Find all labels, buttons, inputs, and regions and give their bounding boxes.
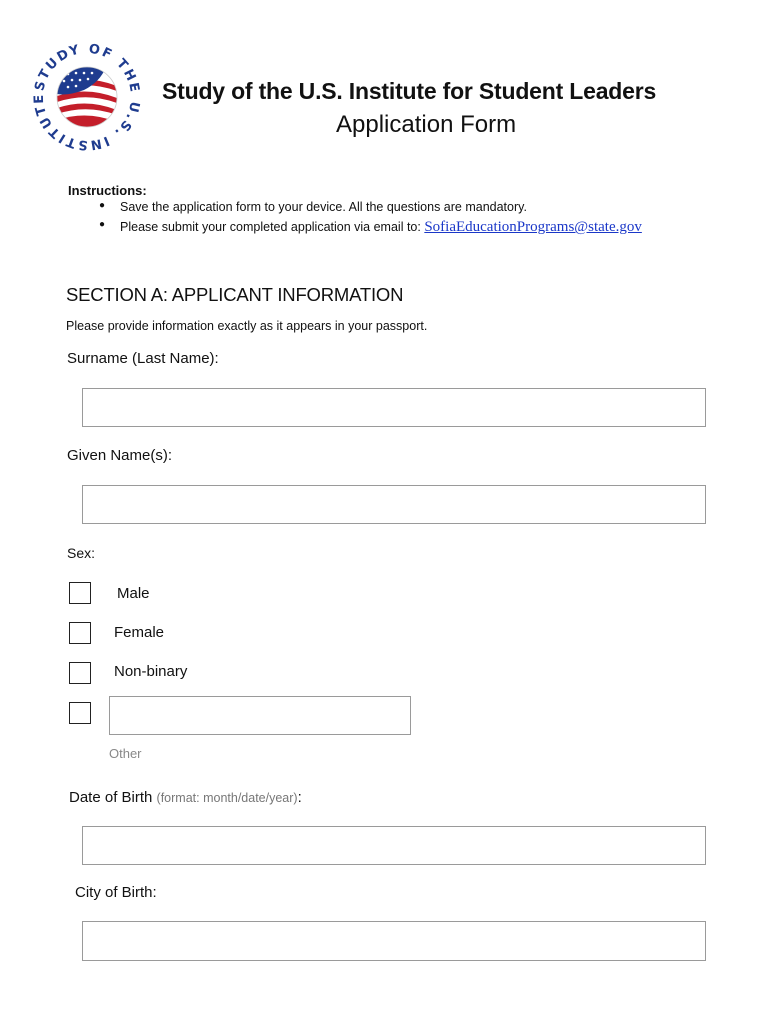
surname-input[interactable] bbox=[82, 388, 706, 427]
bullet-icon: ● bbox=[99, 200, 106, 211]
dob-input[interactable] bbox=[82, 826, 706, 865]
city-of-birth-input[interactable] bbox=[82, 921, 706, 961]
sex-male-checkbox[interactable] bbox=[69, 582, 91, 604]
sex-nonbinary-label: Non-binary bbox=[114, 663, 188, 680]
institute-logo bbox=[28, 40, 146, 154]
email-link[interactable]: SofiaEducationPrograms@state.gov bbox=[424, 219, 642, 235]
instruction-item: ● Save the application form to your device. All the questions are mandatory. bbox=[99, 200, 527, 214]
form-subtitle: Application Form bbox=[336, 111, 517, 138]
passport-note: Please provide information exactly as it appears in your passport. bbox=[66, 319, 428, 333]
sex-female-checkbox[interactable] bbox=[69, 622, 91, 644]
form-title: Study of the U.S. Institute for Student Leaders bbox=[162, 78, 657, 104]
given-name-label: Given Name(s): bbox=[67, 447, 173, 464]
dob-format-hint: (format: month/date/year) bbox=[156, 791, 298, 805]
sex-other-checkbox[interactable] bbox=[69, 702, 91, 724]
other-caption: Other bbox=[109, 746, 142, 761]
sex-male-label: Male bbox=[117, 585, 150, 602]
dob-label: Date of Birth (format: month/date/year): bbox=[69, 789, 302, 806]
svg-text:STUDY OF THE U.S. INSTITUTES: STUDY OF THE U.S. INSTITUTE bbox=[31, 41, 143, 153]
instructions-heading: Instructions: bbox=[68, 183, 147, 198]
city-of-birth-label: City of Birth: bbox=[75, 884, 157, 901]
surname-label: Surname (Last Name): bbox=[67, 350, 219, 367]
given-name-input[interactable] bbox=[82, 485, 706, 524]
bullet-icon: ● bbox=[99, 219, 106, 230]
section-a-title: SECTION A: APPLICANT INFORMATION bbox=[66, 284, 404, 305]
sex-label: Sex: bbox=[67, 545, 96, 561]
instruction-item: ● Please submit your completed application via email to: SofiaEducationPrograms@state.gov bbox=[99, 219, 642, 235]
sex-female-label: Female bbox=[114, 624, 165, 641]
sex-other-input[interactable] bbox=[109, 696, 411, 735]
sex-nonbinary-checkbox[interactable] bbox=[69, 662, 91, 684]
